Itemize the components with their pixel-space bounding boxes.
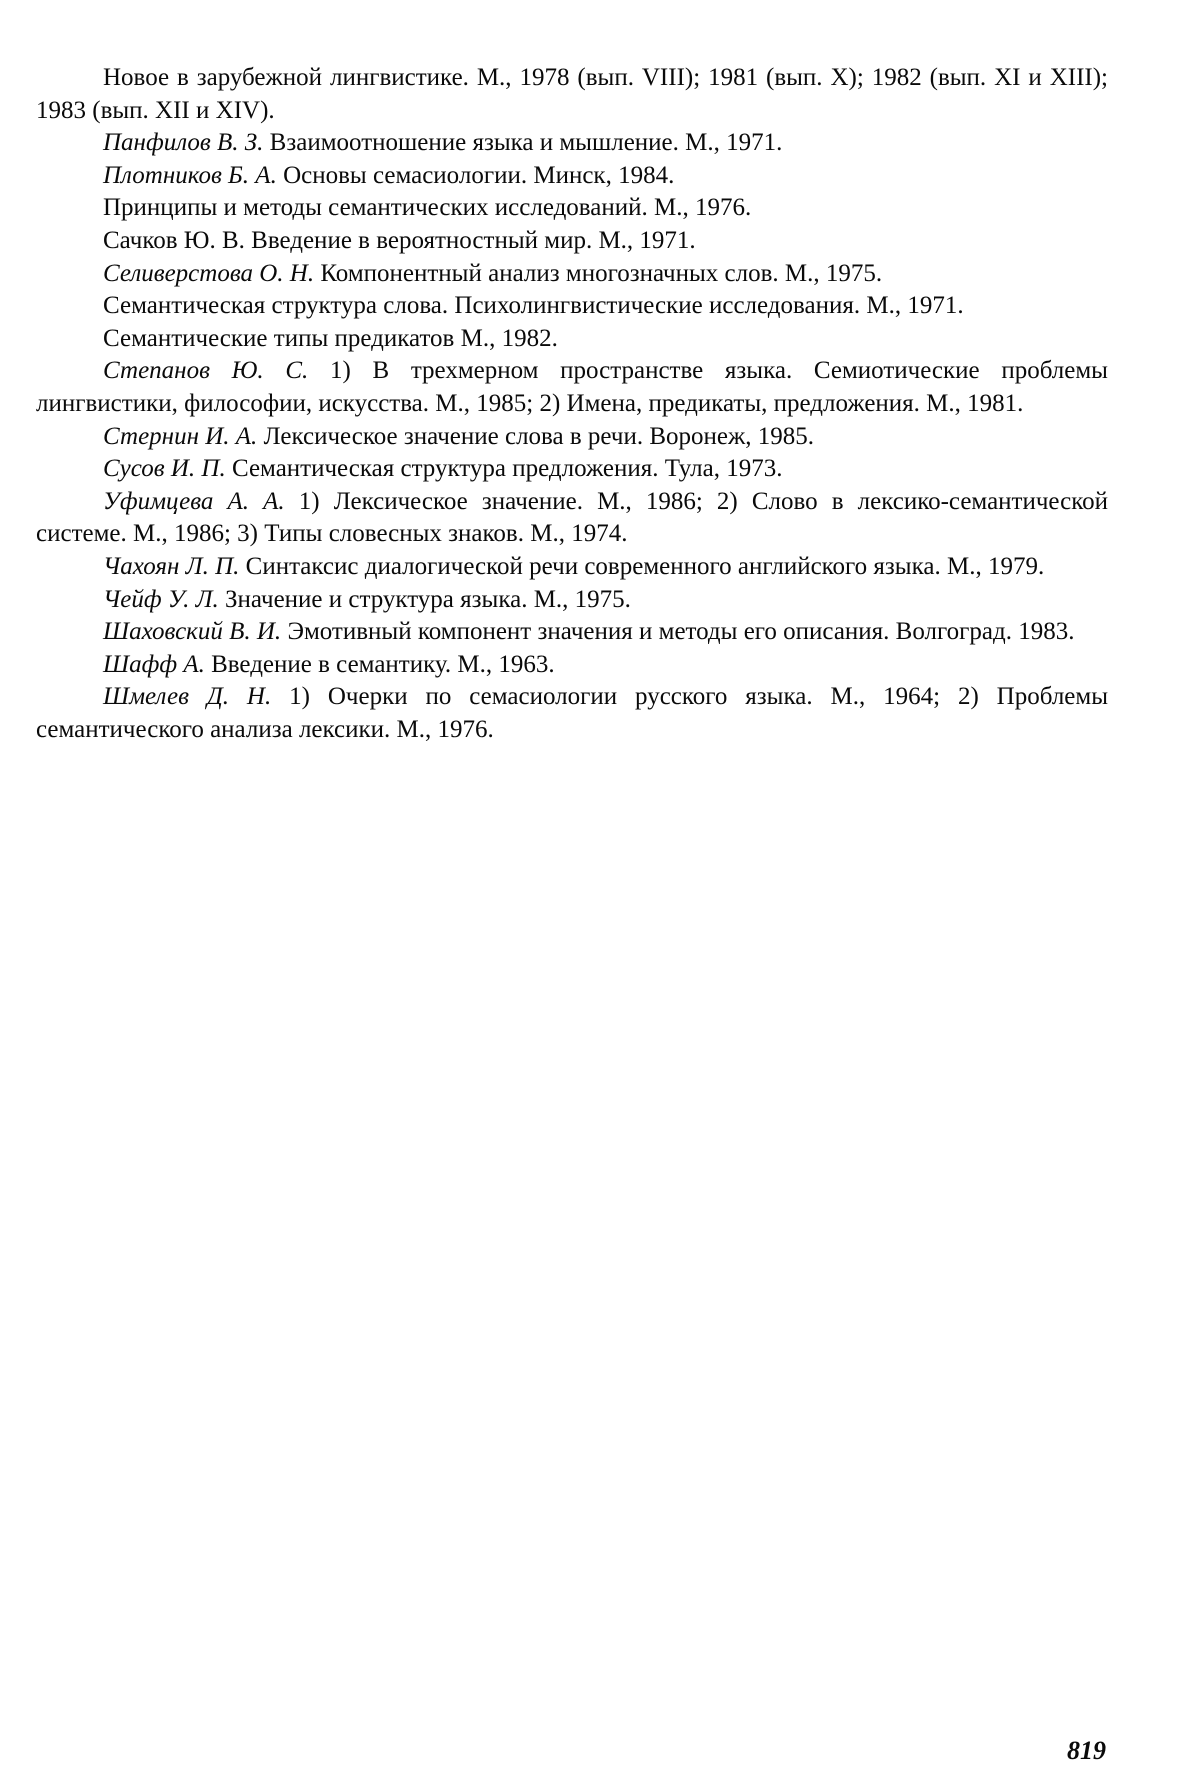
entry-text: Эмотивный компонент значения и методы его описания. Волгоград. 1983. [281, 618, 1075, 646]
entry-text: Сачков Ю. В. Введение в вероятностный мир. М., 1971. [103, 226, 696, 254]
bibliography-entry [36, 258, 1108, 291]
entry-author: Чахоян Л. П. [103, 552, 240, 580]
bibliography-entry [36, 160, 1108, 193]
bibliography-entry [36, 225, 1108, 258]
entry-author: Селиверстова О. Н. [103, 259, 315, 287]
book-page [36, 62, 1108, 1762]
entry-text: Семантические типы предикатов М., 1982. [103, 324, 558, 352]
bibliography-entry [36, 290, 1108, 323]
entry-text: Принципы и методы семантических исследований. М., 1976. [103, 194, 752, 222]
entry-text: Лексическое значение слова в речи. Воронеж, 1985. [257, 422, 815, 450]
bibliography-entry [36, 551, 1108, 584]
entry-text: Компонентный анализ многозначных слов. М., 1975. [314, 259, 883, 287]
bibliography-entry [36, 127, 1108, 160]
bibliography-entry [36, 355, 1108, 420]
entry-author: Уфимцева А. А. [103, 487, 285, 515]
entry-text: 1) В трехмерном пространстве языка. Семиотические проблемы лингвистики, философии, искусства. М., 1985; 2) Имена, предикаты, предложения. М., 1981. [36, 357, 1108, 417]
entry-text: Значение и структура языка. М., 1975. [218, 585, 631, 613]
entry-text: Взаимоотношение языка и мышление. М., 1971. [263, 129, 783, 157]
entry-text: Синтаксис диалогической речи современного английского языка. М., 1979. [239, 552, 1045, 580]
entry-text: Семантическая структура слова. Психолингвистические исследования. М., 1971. [103, 292, 964, 320]
bibliography-entry [36, 421, 1108, 454]
bibliography-entry [36, 681, 1108, 746]
entry-author: Панфилов В. З. [103, 129, 264, 157]
bibliography-entry [36, 616, 1108, 649]
bibliography-entry [36, 192, 1108, 225]
entry-author: Шаховский В. И. [103, 618, 282, 646]
entry-text: Семантическая структура предложения. Тула, 1973. [225, 455, 783, 483]
entry-text: Основы семасиологии. Минск, 1984. [276, 161, 675, 189]
entry-author: Чейф У. Л. [103, 585, 219, 613]
bibliography-entry [36, 486, 1108, 551]
entry-author: Шафф А. [103, 650, 205, 678]
bibliography-entry [36, 453, 1108, 486]
bibliography-entry [36, 584, 1108, 617]
entry-author: Степанов Ю. С. [103, 357, 309, 385]
entry-text: Введение в семантику. М., 1963. [204, 650, 555, 678]
entry-author: Плотников Б. А. [103, 161, 277, 189]
bibliography-entry [36, 62, 1108, 127]
entry-text: 1) Лексическое значение. М., 1986; 2) Слово в лексико-семантической системе. М., 1986; 3) Типы словесных знаков. М., 1974. [36, 487, 1108, 548]
entry-author: Шмелев Д. Н. [103, 683, 272, 711]
entry-author: Стернин И. А. [103, 422, 258, 450]
entry-author: Сусов И. П. [103, 455, 226, 483]
bibliography-entry [36, 649, 1108, 682]
entry-text: Новое в зарубежной лингвистике. М., 1978 (вып. VIII); 1981 (вып. X); 1982 (вып. XI и XIII); 1983 (вып. XII и XIV). [36, 64, 1108, 124]
bibliography-entry [36, 323, 1108, 356]
bibliography-list [36, 62, 1108, 746]
entry-text: 1) Очерки по семасиологии русского языка. М., 1964; 2) Проблемы семантического анализа лексики. М., 1976. [36, 683, 1109, 743]
page-number: 819 [1067, 1736, 1106, 1765]
